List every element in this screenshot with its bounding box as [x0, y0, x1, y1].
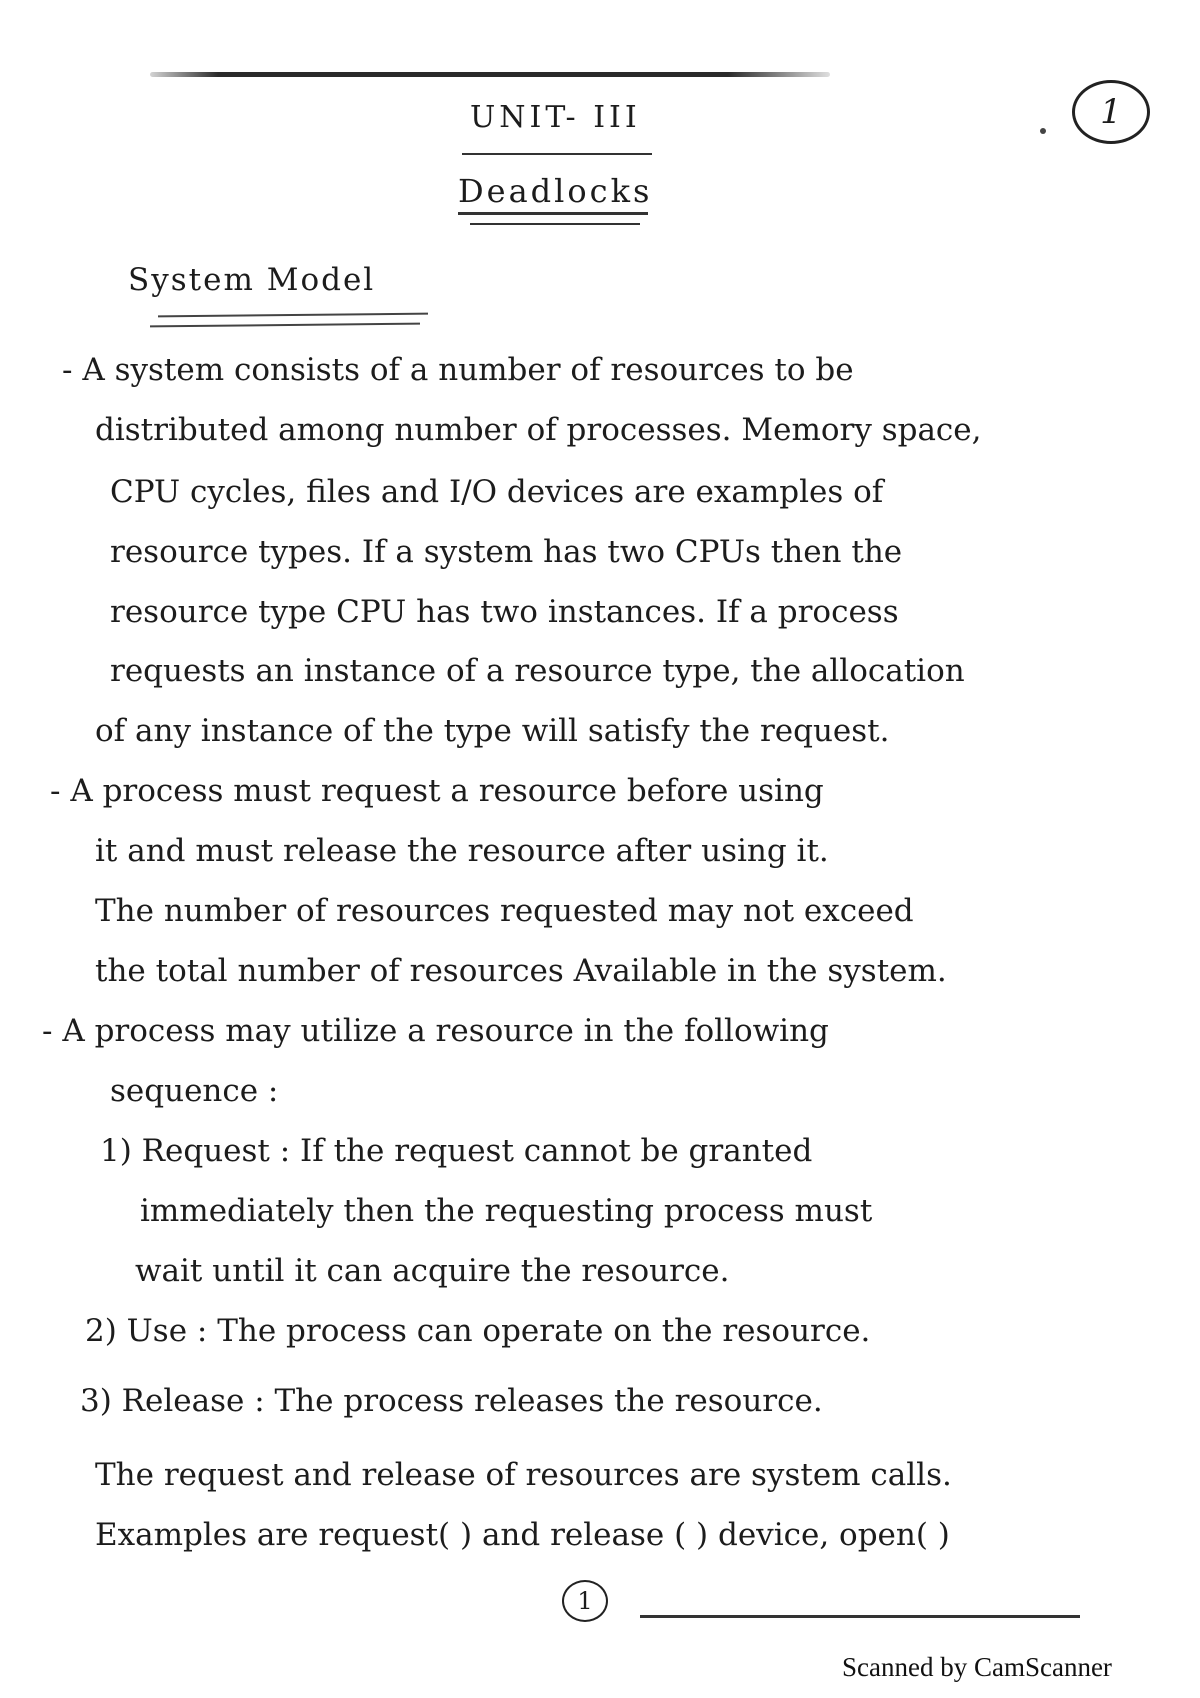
section-underline — [150, 323, 420, 328]
unit-title: UNIT- III — [470, 100, 641, 135]
body-line: requests an instance of a resource type, the allocation — [110, 653, 965, 689]
page-number-circle: 1 — [1072, 80, 1150, 144]
section-underline — [158, 313, 428, 318]
chapter-underline — [470, 223, 640, 225]
bottom-page-number: 1 — [562, 1580, 608, 1622]
body-line: of any instance of the type will satisfy the request. — [95, 713, 890, 749]
list-item-release: 3) Release : The process releases the resource. — [80, 1383, 823, 1419]
body-line: it and must release the resource after using it. — [95, 833, 829, 869]
body-line: immediately then the requesting process must — [140, 1193, 873, 1229]
body-line: resource types. If a system has two CPUs then the — [110, 534, 903, 570]
list-item-request: 1) Request : If the request cannot be granted — [100, 1133, 813, 1169]
top-rule — [150, 72, 830, 77]
body-line: sequence : — [110, 1073, 279, 1109]
list-item-use: 2) Use : The process can operate on the resource. — [85, 1313, 871, 1349]
unit-underline — [462, 153, 652, 155]
body-line: the total number of resources Available in the system. — [95, 953, 947, 989]
body-line: CPU cycles, files and I/O devices are examples of — [110, 474, 884, 510]
body-line: Examples are request( ) and release ( ) device, open( ) — [95, 1517, 950, 1553]
ink-mark — [1040, 128, 1046, 134]
body-line: The request and release of resources are system calls. — [95, 1457, 952, 1493]
chapter-title: Deadlocks — [458, 172, 653, 210]
body-line: - A process must request a resource before using — [50, 773, 824, 809]
chapter-underline — [458, 212, 648, 215]
body-line: The number of resources requested may not exceed — [95, 893, 914, 929]
section-heading: System Model — [128, 262, 376, 298]
body-line: distributed among number of processes. Memory space, — [95, 412, 982, 448]
scanner-watermark: Scanned by CamScanner — [842, 1652, 1112, 1682]
body-line: resource type CPU has two instances. If a process — [110, 594, 899, 630]
bottom-rule — [640, 1615, 1080, 1618]
body-line: - A system consists of a number of resources to be — [62, 352, 854, 388]
body-line: - A process may utilize a resource in the following — [42, 1013, 829, 1049]
body-line: wait until it can acquire the resource. — [135, 1253, 730, 1289]
